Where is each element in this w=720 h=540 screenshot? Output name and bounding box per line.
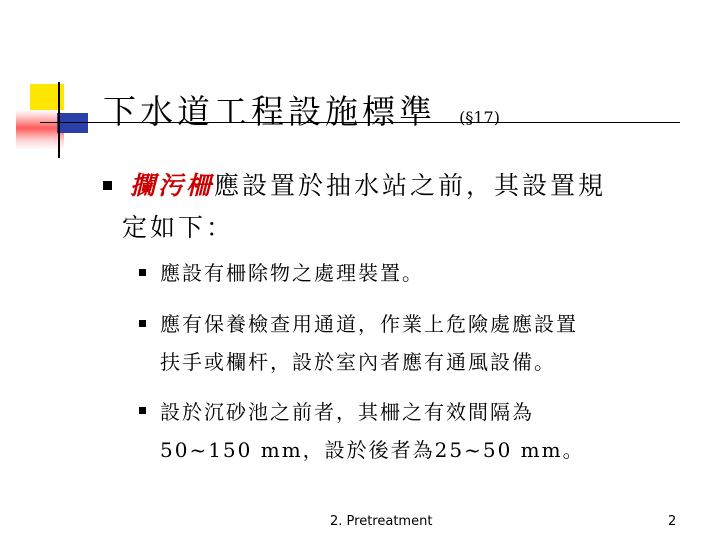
main-text-line2: 定如下：	[122, 213, 235, 242]
sub-bullet-2	[160, 305, 700, 381]
decorative-blue-square	[57, 113, 88, 133]
square-bullet-icon	[139, 320, 146, 327]
sub-bullet-line: 應設有柵除物之處理裝置。	[160, 261, 424, 285]
highlight-term: 攔污柵	[130, 171, 215, 200]
sub-bullet-line: 應有保養檢查用通道，作業上危險處應設置	[160, 312, 578, 336]
main-bullet-text	[122, 165, 694, 249]
square-bullet-icon	[139, 269, 146, 276]
sub-bullet-3	[160, 393, 700, 469]
page-number: 2	[668, 514, 677, 529]
decorative-vertical-line	[58, 82, 60, 158]
sub-bullet-line: 設於沉砂池之前者，其柵之有效間隔為	[160, 400, 534, 424]
square-bullet-icon	[103, 181, 112, 190]
title-text: 下水道工程設施標準	[103, 92, 436, 131]
slide-title	[103, 86, 500, 133]
sub-bullet-1	[160, 254, 700, 292]
square-bullet-icon	[139, 407, 146, 414]
footer-section-label: 2. Pretreatment	[330, 514, 433, 529]
sub-bullet-line: 扶手或欄杆，設於室內者應有通風設備。	[160, 350, 556, 374]
main-text-line1: 應設置於抽水站之前，其設置規	[214, 171, 607, 200]
title-section-ref: (§17)	[459, 108, 500, 127]
sub-bullet-line: 50~150 mm，設於後者為25~50 mm。	[160, 438, 585, 462]
